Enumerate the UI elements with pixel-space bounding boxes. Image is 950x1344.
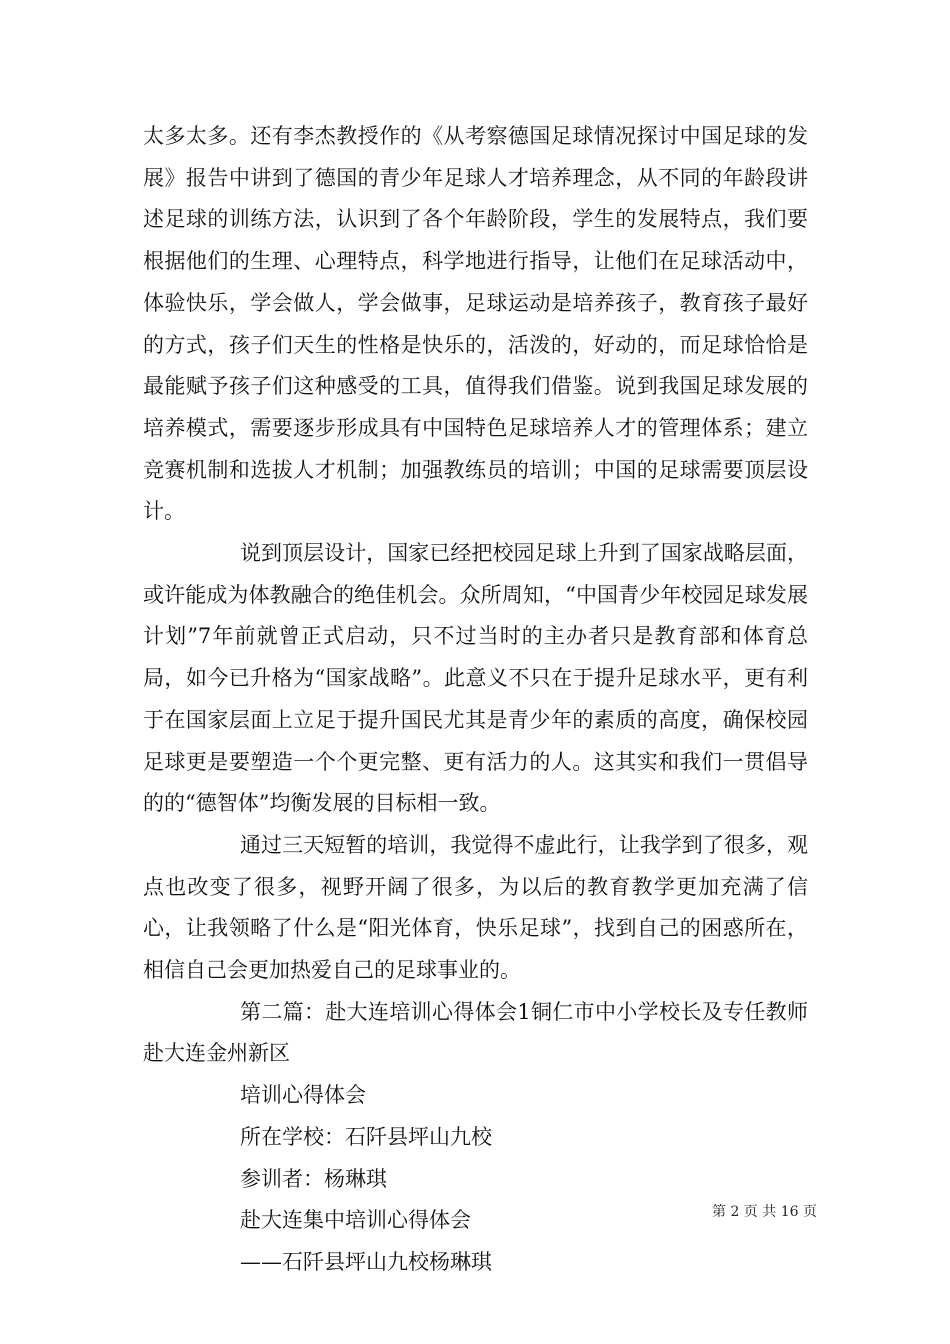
info-line-subtitle: 赴大连集中培训心得体会 — [240, 1208, 471, 1233]
info-line-author: ——石阡县坪山九校杨琳琪 — [240, 1249, 492, 1274]
info-line-school: 所在学校：石阡县坪山九校 — [240, 1124, 492, 1149]
paragraph-top-level-design: 说到顶层设计，国家已经把校园足球上升到了国家战略层面，或许能成为体教融合的绝佳机会。众所周知，“中国青少年校园足球发展计划”7年前就曾正式启动，只不过当时的主办者只是教育部和体育总局，如今已升格为“国家战略”。此意义不只在于提升足球水平，更有利于在国家层面上立足于提升国民尤其是青少年的素质的高度，确保校园足球更是要塑造一个个更完整、更有活力的人。这其实和我们一贯倡导的的“德智体”均衡发展的目标相一致。 — [143, 541, 808, 816]
paragraph-continuation: 太多太多。还有李杰教授作的《从考察德国足球情况探讨中国足球的发展》报告中讲到了德国的青少年足球人才培养理念，从不同的年龄段讲述足球的训练方法，认识到了各个年龄阶段，学生的发展特点，我们要根据他们的生理、心理特点，科学地进行指导，让他们在足球活动中，体验快乐，学会做人，学会做事，足球运动是培养孩子，教育孩子最好的方式，孩子们天生的性格是快乐的，活泼的，好动的，而足球恰恰是最能赋予孩子们这种感受的工具，值得我们借鉴。说到我国足球发展的培养模式，需要逐步形成具有中国特色足球培养人才的管理体系；建立竞赛机制和选拔人才机制；加强教练员的培训；中国的足球需要顶层设计。 — [143, 124, 808, 524]
info-line-title: 培训心得体会 — [240, 1083, 366, 1108]
page-number-footer: 第 2 页 共 16 页 — [712, 1204, 817, 1220]
paragraph-second-article-title: 第二篇：赴大连培训心得体会1铜仁市中小学校长及专任教师赴大连金州新区 — [143, 999, 808, 1066]
document-body — [143, 116, 808, 1284]
paragraph-training-reflection: 通过三天短暂的培训，我觉得不虚此行，让我学到了很多，观点也改变了很多，视野开阔了很多，为以后的教育教学更加充满了信心，让我领略了什么是“阳光体育，快乐足球”，找到自己的困惑所在，相信自己会更加热爱自己的足球事业的。 — [143, 832, 808, 983]
info-line-participant: 参训者：杨琳琪 — [240, 1166, 387, 1191]
